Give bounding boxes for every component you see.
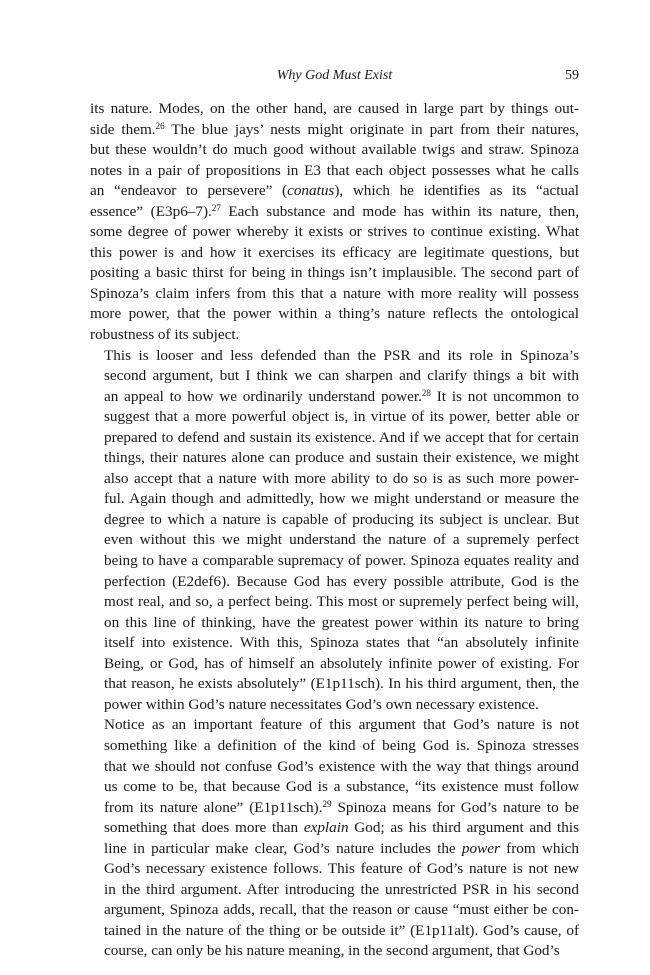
text-line — [90, 202, 579, 223]
text-run: an appeal to how we ordinarily understand power. — [104, 387, 422, 405]
text-run: argument, Spinoza adds, recall, that the reason or cause “must either be con- — [104, 901, 579, 919]
text-run: some degree of power whereby it exists or strives to continue existing. What — [90, 223, 579, 241]
text-run: notes in a pair of propositions in E3 that each object possesses what he calls — [90, 161, 579, 179]
paragraph — [90, 715, 579, 962]
paragraph — [90, 346, 579, 716]
text-run: something like a definition of the kind of being God is. Spinoza stresses — [104, 736, 579, 754]
text-line — [90, 715, 579, 736]
text-run: ful. Again though and admittedly, how we might understand or measure the — [104, 490, 579, 508]
text-run: The blue jays’ nests might originate in part from their natures, — [164, 120, 579, 138]
text-line — [90, 633, 579, 654]
text-line — [90, 161, 579, 182]
text-line — [90, 366, 579, 387]
text-run: being to have a comparable supremacy of power. Spinoza equates reality and — [104, 552, 579, 570]
text-run: most real, and so, a perfect being. This most or supremely perfect being will, — [104, 593, 579, 611]
text-run: prepared to defend and sustain its existence. And if we accept that for certain — [104, 428, 579, 446]
text-line — [90, 387, 579, 408]
text-run: things, their natures alone can produce and sustain their existence, we might — [104, 449, 579, 467]
text-line — [90, 140, 579, 161]
text-line — [90, 222, 579, 243]
text-line — [90, 284, 579, 305]
text-run: ), which he identifies as its “actual — [334, 182, 579, 200]
footnote-marker: 27 — [211, 202, 221, 213]
text-line — [90, 900, 579, 921]
text-line — [90, 489, 579, 510]
text-line — [90, 695, 579, 716]
text-run: us come to be, that because God is a substance, “its existence must follow — [104, 778, 579, 796]
text-line — [90, 448, 579, 469]
text-run: itself into existence. With this, Spinoza states that “an absolutely infinite — [104, 634, 579, 652]
text-line — [90, 839, 579, 860]
text-run: course, can only be his nature meaning, in the second argument, that God’s — [104, 942, 560, 960]
text-run: line in particular make clear, God’s nature includes the — [104, 839, 462, 857]
text-line — [90, 325, 579, 346]
text-run: perfection (E2def6). Because God has every possible attribute, God is the — [104, 572, 579, 590]
text-run: essence” (E3p6–7). — [90, 202, 212, 220]
text-run: God’s necessary existence follows. This feature of God’s nature is not new — [104, 860, 579, 878]
text-run: degree to which a nature is capable of producing its subject is unclear. But — [104, 510, 579, 528]
text-run: robustness of its subject. — [90, 326, 240, 344]
text-run: in the third argument. After introducing the unrestricted PSR in his second — [104, 880, 579, 898]
text-run: It is not uncommon to — [430, 387, 579, 405]
paragraph — [90, 99, 579, 346]
running-title: Why God Must Exist — [276, 68, 393, 83]
text-line — [90, 510, 579, 531]
text-run: Spinoza’s claim infers from this that a nature with more reality will possess — [90, 284, 579, 302]
text-run: God; as his third argument and this — [348, 819, 579, 837]
page-number: 59 — [565, 68, 579, 83]
text-line — [90, 592, 579, 613]
text-run: power within God’s nature necessitates God’s own necessary existence. — [104, 695, 539, 713]
emphasis-text: explain — [303, 819, 349, 837]
text-line — [90, 757, 579, 778]
text-line — [90, 736, 579, 757]
text-run: even without this we might understand the nature of a supremely perfect — [104, 531, 579, 549]
text-line — [90, 572, 579, 593]
text-line — [90, 674, 579, 695]
text-line — [90, 181, 579, 202]
body-text — [90, 99, 579, 962]
text-run: from its nature alone” (E1p11sch). — [104, 798, 323, 816]
book-page — [90, 0, 579, 975]
text-run: also accept that a nature with more ability to do so is as such more power- — [104, 469, 579, 487]
text-run: that we should not confuse God’s existence with the way that things around — [104, 757, 579, 775]
footnote-marker: 28 — [421, 387, 431, 398]
running-head — [90, 68, 579, 88]
text-line — [90, 921, 579, 942]
text-line — [90, 613, 579, 634]
emphasis-text: conatus — [287, 182, 335, 200]
text-run: Each substance and mode has within its nature, then, — [220, 202, 580, 220]
text-run: Notice as an important feature of this argument that God’s nature is not — [104, 716, 579, 734]
text-line — [90, 941, 579, 962]
text-line — [90, 428, 579, 449]
text-line — [90, 859, 579, 880]
text-run: this power is and how it exercises its efficacy are legitimate questions, but — [90, 243, 579, 261]
text-line — [90, 654, 579, 675]
text-run: positing a basic thirst for being in things isn’t implausible. The second part of — [90, 264, 579, 282]
text-line — [90, 798, 579, 819]
text-line — [90, 243, 579, 264]
text-line — [90, 880, 579, 901]
text-line — [90, 346, 579, 367]
text-run: second argument, but I think we can sharpen and clarify things a bit with — [104, 367, 579, 385]
text-run: This is looser and less defended than the PSR and its role in Spinoza’s — [104, 346, 579, 364]
text-line — [90, 469, 579, 490]
text-run: an “endeavor to persevere” ( — [90, 182, 288, 200]
text-line — [90, 530, 579, 551]
footnote-marker: 26 — [155, 120, 165, 131]
text-run: that reason, he exists absolutely” (E1p11sch). In his third argument, then, the — [104, 675, 579, 693]
text-line — [90, 818, 579, 839]
text-run: suggest that a more powerful object is, in virtue of its power, better able or — [104, 408, 579, 426]
text-run: but these wouldn’t do much good without available twigs and straw. Spinoza — [90, 141, 579, 159]
text-line — [90, 263, 579, 284]
text-run: tained in the nature of the thing or be outside it” (E1p11alt). God’s cause, of — [104, 921, 579, 939]
text-run: its nature. Modes, on the other hand, are caused in large part by things out- — [90, 100, 579, 117]
text-run: Spinoza means for God’s nature to be — [331, 798, 579, 816]
text-line — [90, 407, 579, 428]
text-line — [90, 777, 579, 798]
text-run: more power, that the power within a thing’s nature reflects the ontological — [90, 305, 579, 323]
text-line — [90, 99, 579, 120]
text-run: something that does more than — [104, 819, 304, 837]
text-line — [90, 304, 579, 325]
text-line — [90, 120, 579, 141]
footnote-marker: 29 — [322, 798, 332, 809]
text-run: on this line of thinking, have the greatest power within its nature to bring — [104, 613, 579, 631]
emphasis-text: power — [461, 839, 500, 857]
text-line — [90, 551, 579, 572]
text-run: Being, or God, has of himself an absolutely infinite power of existing. For — [104, 654, 579, 672]
text-run: side them. — [90, 120, 156, 138]
text-run: from which — [499, 839, 580, 857]
